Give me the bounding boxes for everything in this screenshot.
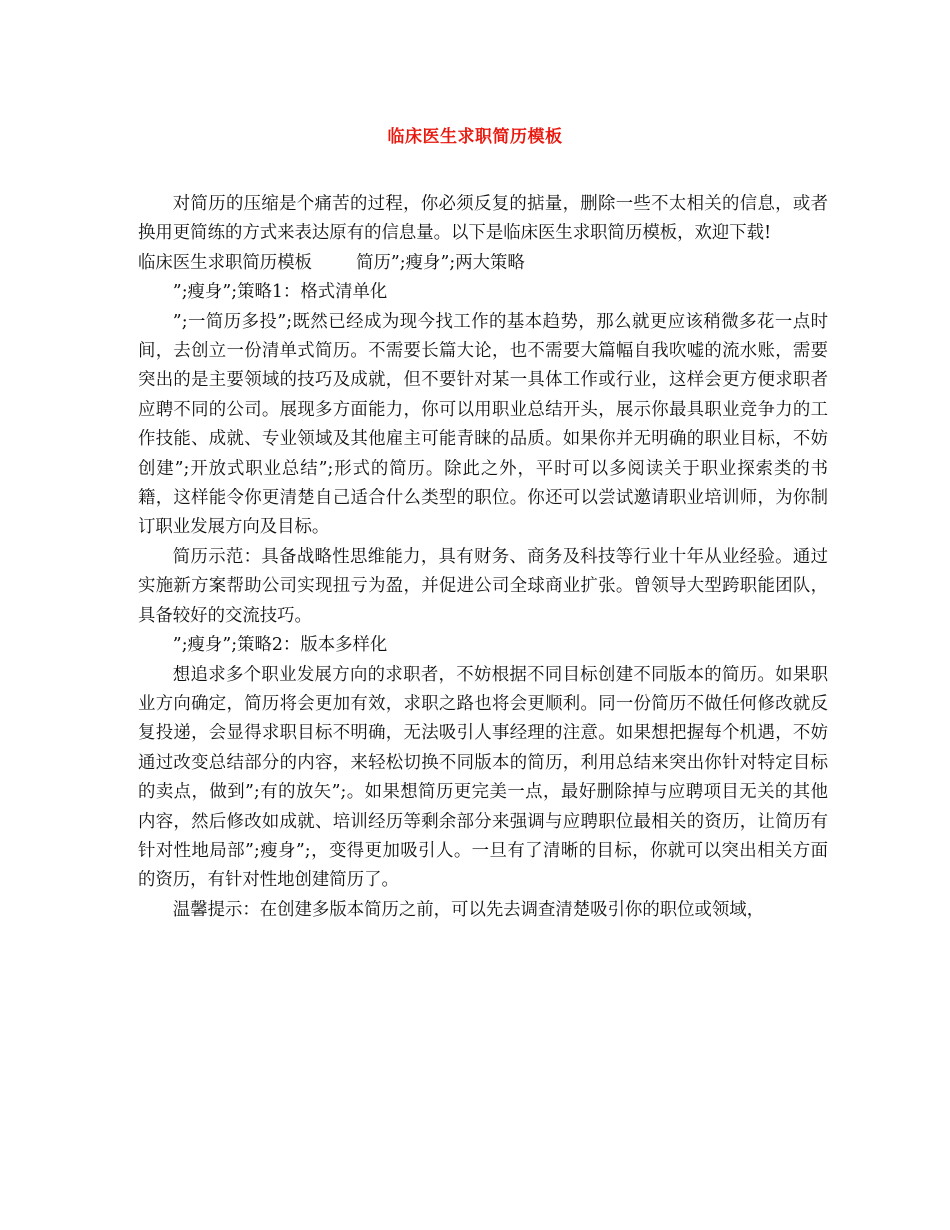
paragraph-tip: 温馨提示：在创建多版本简历之前，可以先去调查清楚吸引你的职位或领域，: [172, 899, 765, 920]
paragraph-strategy-2-body: 想追求多个职业发展方向的求职者，不妨根据不同目标创建不同版本的简历。如果职业方向确定，简历将会更加有效，求职之路也将会更顺利。同一份简历不做任何修改就反复投递，会显得求职目标不明确，无法吸引人事经理的注意。如果想把握每个机遇，不妨通过改变总结部分的内容，来轻松切换不同版本的简历，利用总结来突出你针对特定目标的卖点，做到”;有的放矢”;。如果想简历更完美一点，最好删除掉与应聘项目无关的其他内容，然后修改如成就、培训经历等剩余部分来强调与应聘职位最相关的资历，让简历有针对性地局部”;瘦身”;，变得更加吸引人。一旦有了清晰的目标，你就可以突出相关方面的资历，有针对性地创建简历了。: [138, 664, 828, 891]
document-title: 临床医生求职简历模板: [387, 127, 563, 147]
paragraph-resume-example: 简历示范：具备战略性思维能力，具有财务、商务及科技等行业十年从业经验。通过实施新方案帮助公司实现扭亏为盈，并促进公司全球商业扩张。曾领导大型跨职能团队，具备较好的交流技巧。: [138, 546, 828, 626]
paragraph-intro: 对简历的压缩是个痛苦的过程，你必须反复的掂量，删除一些不太相关的信息，或者换用更简练的方式来表达原有的信息量。以下是临床医生求职简历模板，欢迎下载!: [138, 194, 828, 244]
paragraph-strategy-1-heading: ”;瘦身”;策略1：格式清单化: [172, 282, 388, 303]
paragraph-strategy-1-body: ”;一简历多投”;既然已经成为现今找工作的基本趋势，那么就更应该稍微多花一点时间，去创立一份清单式简历。不需要长篇大论，也不需要大篇幅自我吹嘘的流水账，需要突出的是主要领域的技巧及成就，但不要针对某一具体工作或行业，这样会更方便求职者应聘不同的公司。展现多方面能力，你可以用职业总结开头，展示你最具职业竞争力的工作技能、成就、专业领域及其他雇主可能青睐的品质。如果你并无明确的职业目标，不妨创建”;开放式职业总结”;形式的简历。除此之外，平时可以多阅读关于职业探索类的书籍，这样能令你更清楚自己适合什么类型的职位。你还可以尝试邀请职业培训师，为你制订职业发展方向及目标。: [138, 311, 828, 538]
document-body: [138, 190, 828, 925]
paragraph-heading-strategies: 临床医生求职简历模板 简历”;瘦身”;两大策略: [138, 252, 525, 273]
paragraph-strategy-2-heading: ”;瘦身”;策略2：版本多样化: [172, 635, 388, 656]
